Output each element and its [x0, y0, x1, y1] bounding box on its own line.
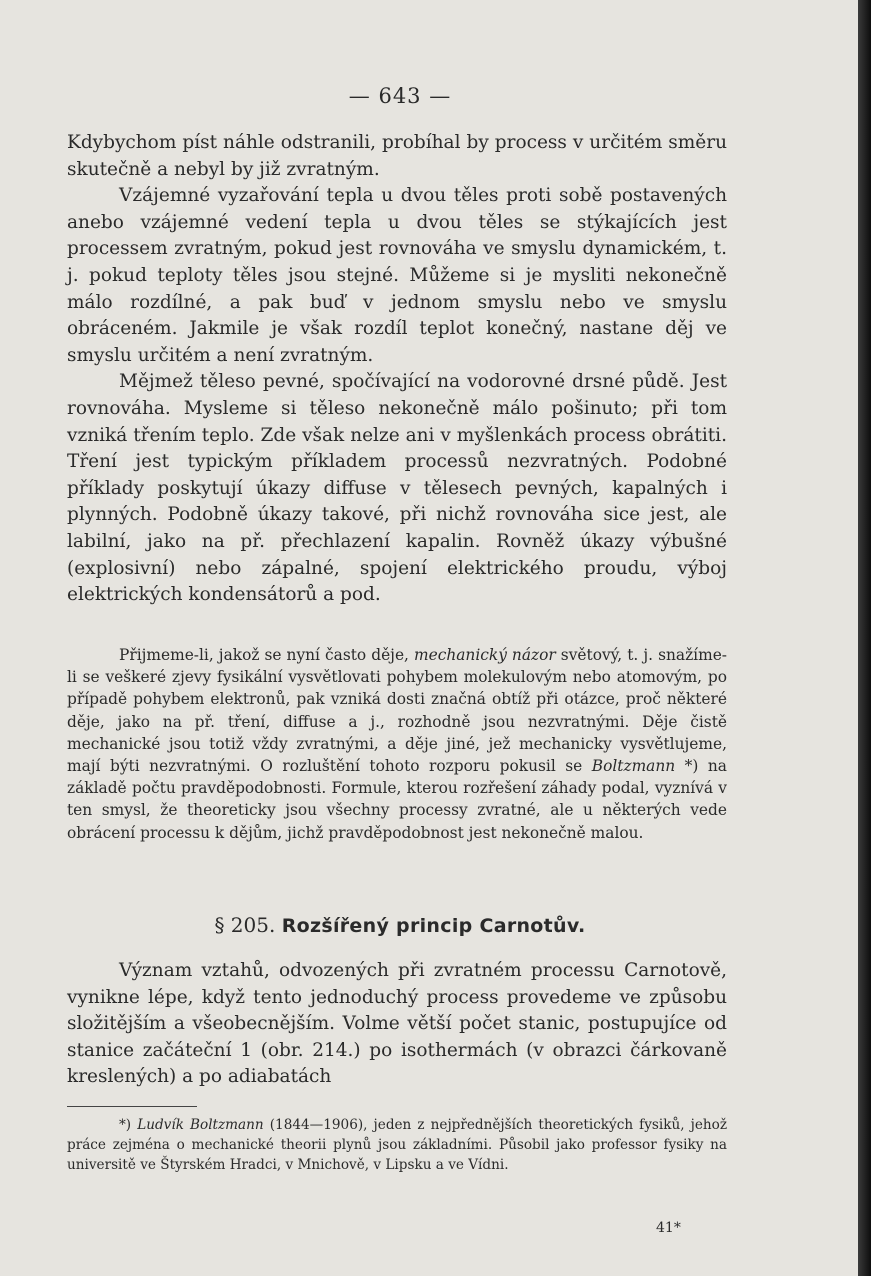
page-edge-shadow: [858, 0, 871, 1276]
remark-paragraph: Přijmeme-li, jakož se nyní často děje, mechanický názor světový, t. j. snažíme-li se veškeré zjevy fysikální vysvětlovati pohybem molekulovým nebo atomovým, po případě pohybem elektronů, pak vzniká dosti značná obtíž při otázce, proč některé děje, jako na př. tření, diffuse a j., rozhodně jsou nezvratnými. Děje čistě mechanické jsou totiž vždy zvratnými, a děje jiné, jež mechanicky vysvětlujeme, mají býti nezvratnými. O rozluštění tohoto rozporu pokusil se Boltzmann *) na základě počtu pravděpodobnosti. Formule, kterou rozřešení záhady podal, vyznívá v ten smysl, že theoreticky jsou všechny processy zvratné, ale u některých vede obrácení processu k dějům, jichž pravděpodobnost jest nekonečně malou.: [67, 646, 727, 842]
small-print-remark: [67, 644, 727, 844]
paragraph: Vzájemné vyzařování tepla u dvou těles proti sobě postavených anebo vzájemné vedení tepla u dvou těles se stýkajících jest processem zvratným, pokud jest rovnováha ve smyslu dynamickém, t. j. pokud teploty těles jsou stejné. Můžeme si je mysliti nekonečně málo rozdílné, a pak buď v jednom smyslu nebo ve smyslu obráceném. Jakmile je však rozdíl teplot konečný, nastane děj ve smyslu určitém a není zvratným.: [67, 185, 727, 366]
section-title: Rozšířený princip Carnotův.: [281, 915, 586, 937]
footnote-mark: *): [119, 1117, 138, 1133]
author-name-boltzmann: Boltzmann: [591, 757, 676, 776]
section-text: [67, 958, 727, 1091]
page-number: — 643 —: [348, 84, 452, 108]
section-heading: [0, 913, 800, 937]
footnote-text: (1844—1906), jeden z nejpřednějších theoretických fysiků, jehož práce zejména o mechanické theorii plynů jsou základními. Působil jako professor fysiky na universitě ve Štyrském Hradci, v Mnichově, v Lipsku a ve Vídni.: [67, 1117, 727, 1173]
main-text: [67, 130, 727, 609]
paragraph: Mějmež těleso pevné, spočívající na vodorovné drsné půdě. Jest rovnováha. Mysleme si těleso nekonečně málo pošinuto; při tom vzniká třením teplo. Zde však nelze ani v myšlenkách process obrátiti. Tření jest typickým příkladem processů nezvratných. Podobné příklady poskytují úkazy diffuse v tělesech pevných, kapalných i plynných. Podobně úkazy takové, při nichž rovnováha sice jest, ale labilní, jako na př. přechlazení kapalin. Rovněž úkazy výbušné (explosivní) nebo zápalné, spojení elektrického proudu, výboj elektrických kondensátorů a pod.: [67, 371, 727, 606]
footnote-rule: [67, 1106, 197, 1107]
footnote-name: Ludvík Boltzmann: [137, 1117, 264, 1133]
section-number: § 205.: [214, 913, 276, 937]
emphasis-mechanical-view: mechanický názor: [414, 646, 556, 664]
paragraph: Kdybychom píst náhle odstranili, probíhal by process v určitém směru skutečně a nebyl by již zvratným.: [67, 132, 727, 180]
signature-mark: 41*: [656, 1220, 681, 1236]
paragraph: Význam vztahů, odvozených při zvratném processu Carnotově, vynikne lépe, když tento jednoduchý process provedeme ve způsobu složitějším a všeobecnějším. Volme větší počet stanic, postupujíce od stanice začáteční 1 (obr. 214.) po isothermách (v obrazci čárkovaně kreslených) a po adiabatách: [67, 960, 727, 1088]
footnote: [67, 1116, 727, 1175]
